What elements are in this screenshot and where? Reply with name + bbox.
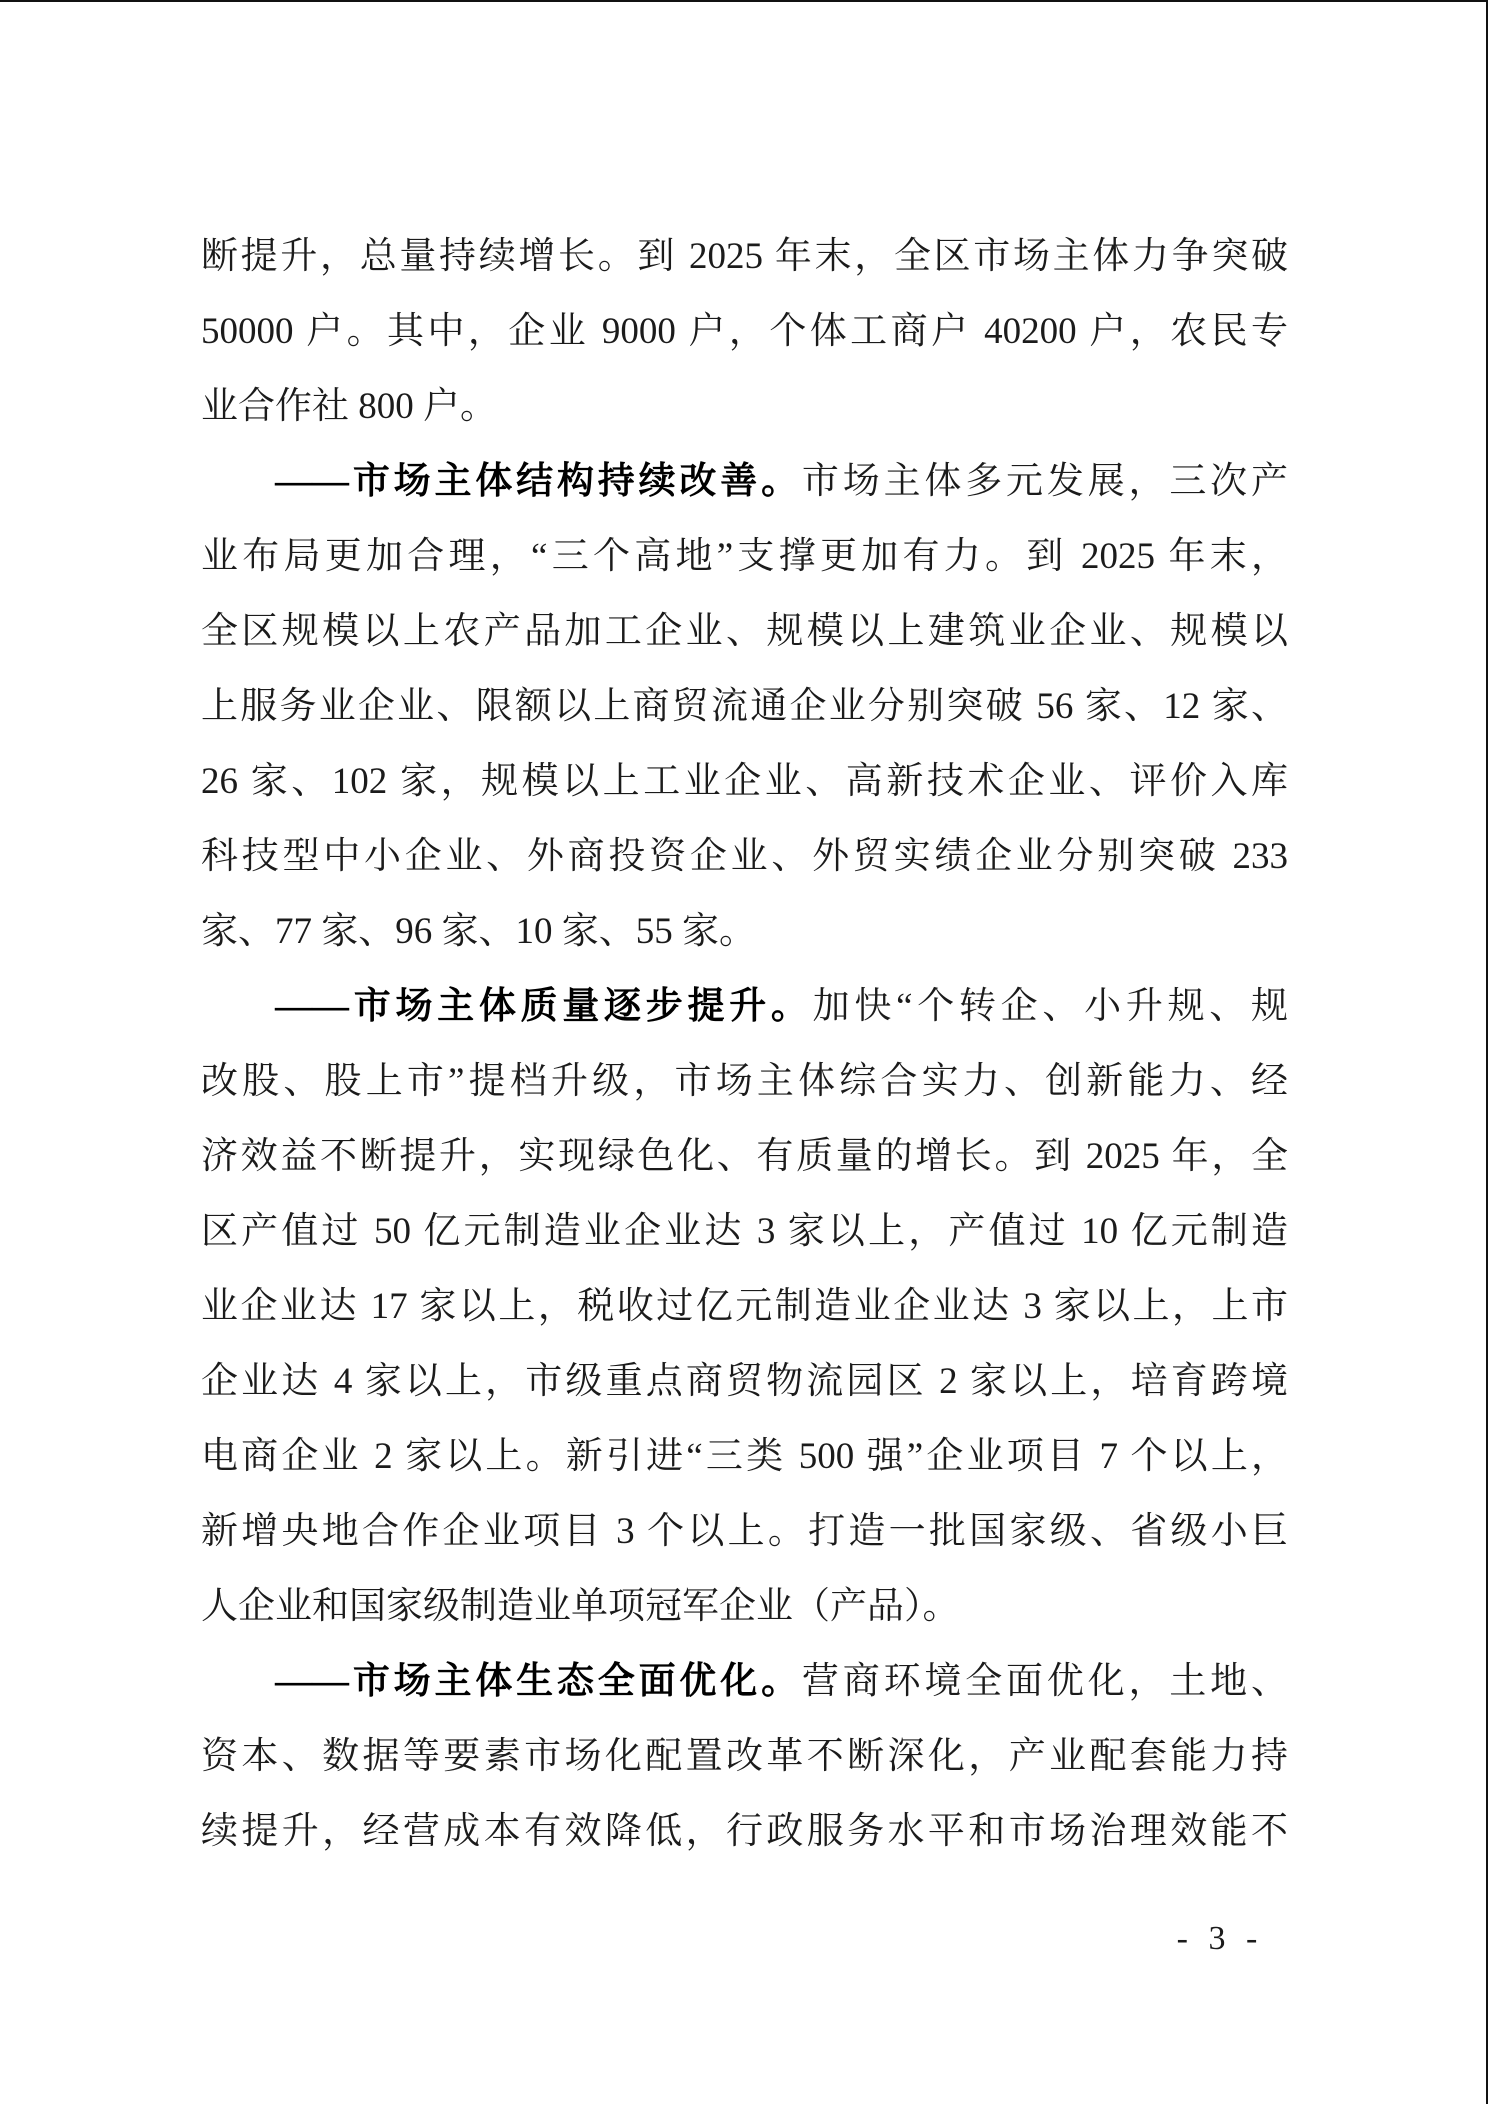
paragraph-first-line: [201, 969, 1288, 1044]
text-line: [201, 1794, 1288, 1869]
paragraph-first-line: [201, 1644, 1288, 1719]
text-line: [201, 1269, 1288, 1344]
text-line: [201, 1194, 1288, 1269]
paragraph-lead-in: ——市场主体质量逐步提升。: [275, 986, 813, 1027]
line-text: 人企业和国家级制造业单项冠军企业（产品）。: [201, 1586, 960, 1627]
line-text: 上服务业企业、限额以上商贸流通企业分别突破 56 家、12 家、: [201, 686, 1288, 727]
paragraph-first-line: [201, 444, 1288, 519]
text-line: [201, 594, 1288, 669]
line-text: 市场主体多元发展，三次产: [801, 461, 1288, 502]
text-line: [201, 819, 1288, 894]
text-line: [201, 1044, 1288, 1119]
line-text: 家、77 家、96 家、10 家、55 家。: [201, 911, 756, 952]
line-text: 企业达 4 家以上，市级重点商贸物流园区 2 家以上，培育跨境: [201, 1361, 1288, 1402]
line-text: 济效益不断提升，实现绿色化、有质量的增长。到 2025 年，全: [201, 1136, 1288, 1177]
line-text: 业布局更加合理，“三个高地”支撑更加有力。到 2025 年末，: [201, 536, 1288, 577]
line-text: 加快“个转企、小升规、规: [812, 986, 1288, 1027]
text-line: [201, 744, 1288, 819]
line-text: 资本、数据等要素市场化配置改革不断深化，产业配套能力持: [201, 1736, 1288, 1777]
line-text: 营商环境全面优化，土地、: [801, 1661, 1288, 1702]
text-line: [201, 519, 1288, 594]
text-line: [201, 1344, 1288, 1419]
text-line: [201, 669, 1288, 744]
line-text: 断提升，总量持续增长。到 2025 年末，全区市场主体力争突破: [201, 236, 1288, 277]
body-text: [201, 219, 1288, 1869]
line-text: 续提升，经营成本有效降低，行政服务水平和市场治理效能不: [201, 1811, 1288, 1852]
text-line: [201, 1419, 1288, 1494]
text-line: [201, 369, 1288, 444]
page-number: - 3 -: [1176, 1920, 1264, 1957]
text-line: [201, 1119, 1288, 1194]
text-line: [201, 894, 1288, 969]
line-text: 电商企业 2 家以上。新引进“三类 500 强”企业项目 7 个以上，: [201, 1436, 1288, 1477]
paragraph-lead-in: ——市场主体结构持续改善。: [275, 461, 802, 502]
text-line: [201, 1569, 1288, 1644]
line-text: 改股、股上市”提档升级，市场主体综合实力、创新能力、经: [201, 1061, 1288, 1102]
line-text: 26 家、102 家，规模以上工业企业、高新技术企业、评价入库: [201, 761, 1288, 802]
text-line: [201, 219, 1288, 294]
line-text: 业合作社 800 户。: [201, 386, 497, 427]
paragraph-lead-in: ——市场主体生态全面优化。: [275, 1661, 802, 1702]
line-text: 业企业达 17 家以上，税收过亿元制造业企业达 3 家以上，上市: [201, 1286, 1288, 1327]
line-text: 50000 户。其中，企业 9000 户，个体工商户 40200 户，农民专: [201, 311, 1288, 352]
text-line: [201, 1494, 1288, 1569]
line-text: 新增央地合作企业项目 3 个以上。打造一批国家级、省级小巨: [201, 1511, 1288, 1552]
text-line: [201, 1719, 1288, 1794]
text-line: [201, 294, 1288, 369]
line-text: 科技型中小企业、外商投资企业、外贸实绩企业分别突破 233: [201, 836, 1288, 877]
line-text: 全区规模以上农产品加工企业、规模以上建筑业企业、规模以: [201, 611, 1288, 652]
line-text: 区产值过 50 亿元制造业企业达 3 家以上，产值过 10 亿元制造: [201, 1211, 1288, 1252]
